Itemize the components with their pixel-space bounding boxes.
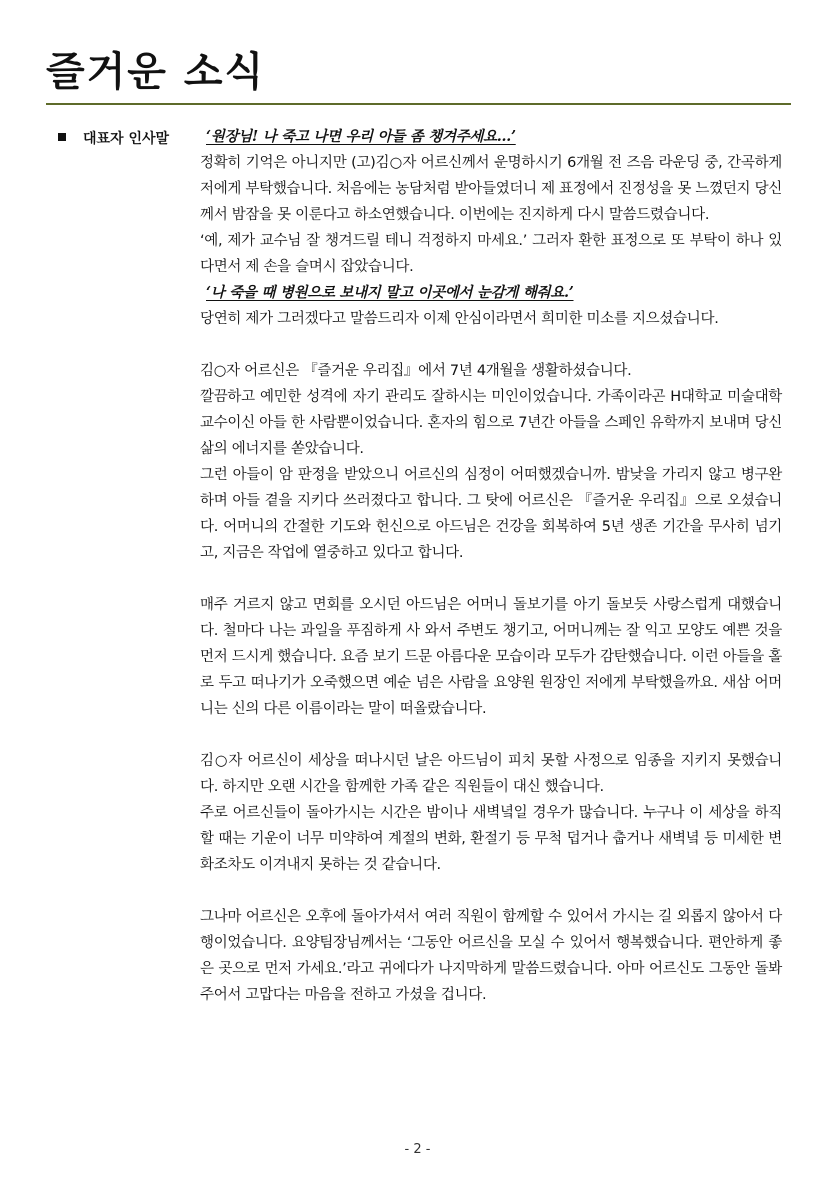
quote-1: ‘원장님! 나 죽고 나면 우리 아들 좀 챙겨주세요…’ xyxy=(206,128,516,145)
page-title: 즐거운 소식 xyxy=(46,49,266,95)
paragraph-9: 주로 어르신들이 돌아가시는 시간은 밤이나 새벽녘일 경우가 많습니다. 누구나 이 세상을 하직할 때는 기운이 너무 미약하여 계절의 변화, 환절기 등 무척 덥거나 춥거나 새벽녘 등 미세한 변화조차도 이겨내지 못하는 것 같습니다. xyxy=(200,805,782,873)
section-bullet-icon xyxy=(58,133,66,141)
paragraph-gap xyxy=(200,722,782,748)
paragraph-7: 매주 거르지 않고 면회를 오시던 아드님은 어머니 돌보기를 아기 돌보듯 사랑스럽게 대했습니다. 철마다 나는 과일을 푸짐하게 사 와서 주변도 챙기고, 어머니께는 잘 익고 모양도 예쁜 것을 먼저 드시게 했습니다. 요즘 보기 드문 아름다운 모습이라 모두가 감탄했습니다. 이런 아들을 홀로 두고 떠나기가 오죽했으면 예순 넘은 사람을 요양원 원장인 저에게 부탁했을까요. 새삼 어머니는 신의 다른 이름이라는 말이 떠올랐습니다. xyxy=(200,597,782,717)
paragraph-5: 깔끔하고 예민한 성격에 자기 관리도 잘하시는 미인이었습니다. 가족이라곤 H대학교 미술대학 교수이신 아들 한 사람뿐이었습니다. 혼자의 힘으로 7년간 아들을 스페인 유학까지 보내며 당신 삶의 에너지를 쏟았습니다. xyxy=(200,389,782,457)
section-label: 대표자 인사말 xyxy=(83,131,170,147)
paragraph-2: ‘예, 제가 교수님 잘 챙겨드릴 테니 걱정하지 마세요.’ 그러자 환한 표정으로 또 부탁이 하나 있다면서 제 손을 슬며시 잡았습니다. xyxy=(200,233,782,275)
quote-2: ‘나 죽을 때 병원으로 보내지 말고 이곳에서 눈감게 해줘요.’ xyxy=(206,284,574,301)
paragraph-gap xyxy=(200,878,782,904)
paragraph-6: 그런 아들이 암 판정을 받았으니 어르신의 심정이 어떠했겠습니까. 밤낮을 가리지 않고 병구완하며 아들 곁을 지키다 쓰러졌다고 합니다. 그 탓에 어르신은 『즐거운 우리집』으로 오셨습니다. 어머니의 간절한 기도와 헌신으로 아드님은 건강을 회복하여 5년 생존 기간을 무사히 넘기고, 지금은 작업에 열중하고 있다고 합니다. xyxy=(200,467,782,561)
paragraph-8: 김○자 어르신이 세상을 떠나시던 날은 아드님이 피치 못할 사정으로 임종을 지키지 못했습니다. 하지만 오랜 시간을 함께한 가족 같은 직원들이 대신 했습니다. xyxy=(200,753,782,795)
article-body xyxy=(200,124,782,1008)
paragraph-3: 당연히 제가 그러겠다고 말씀드리자 이제 안심이라면서 희미한 미소를 지으셨습니다. xyxy=(200,311,719,327)
paragraph-gap xyxy=(200,332,782,358)
paragraph-1: 정확히 기억은 아니지만 (고)김○자 어르신께서 운명하시기 6개월 전 즈음 라운딩 중, 간곡하게 저에게 부탁했습니다. 처음에는 농담처럼 받아들였더니 제 표정에서 진정성을 못 느꼈던지 당신께서 밤잠을 못 이룬다고 하소연했습니다. 이번에는 진지하게 다시 말씀드렸습니다. xyxy=(200,155,782,223)
title-divider xyxy=(46,103,791,105)
page-number: - 2 - xyxy=(404,1142,431,1157)
paragraph-gap xyxy=(200,566,782,592)
paragraph-4: 김○자 어르신은 『즐거운 우리집』에서 7년 4개월을 생활하셨습니다. xyxy=(200,363,632,379)
paragraph-10: 그나마 어르신은 오후에 돌아가셔서 여러 직원이 함께할 수 있어서 가시는 길 외롭지 않아서 다행이었습니다. 요양팀장님께서는 ‘그동안 어르신을 모실 수 있어서 행복했습니다. 편안하게 좋은 곳으로 먼저 가세요.’라고 귀에다가 나지막하게 말씀드렸습니다. 아마 어르신도 그동안 돌봐주어서 고맙다는 마음을 전하고 가셨을 겁니다. xyxy=(200,909,782,1003)
